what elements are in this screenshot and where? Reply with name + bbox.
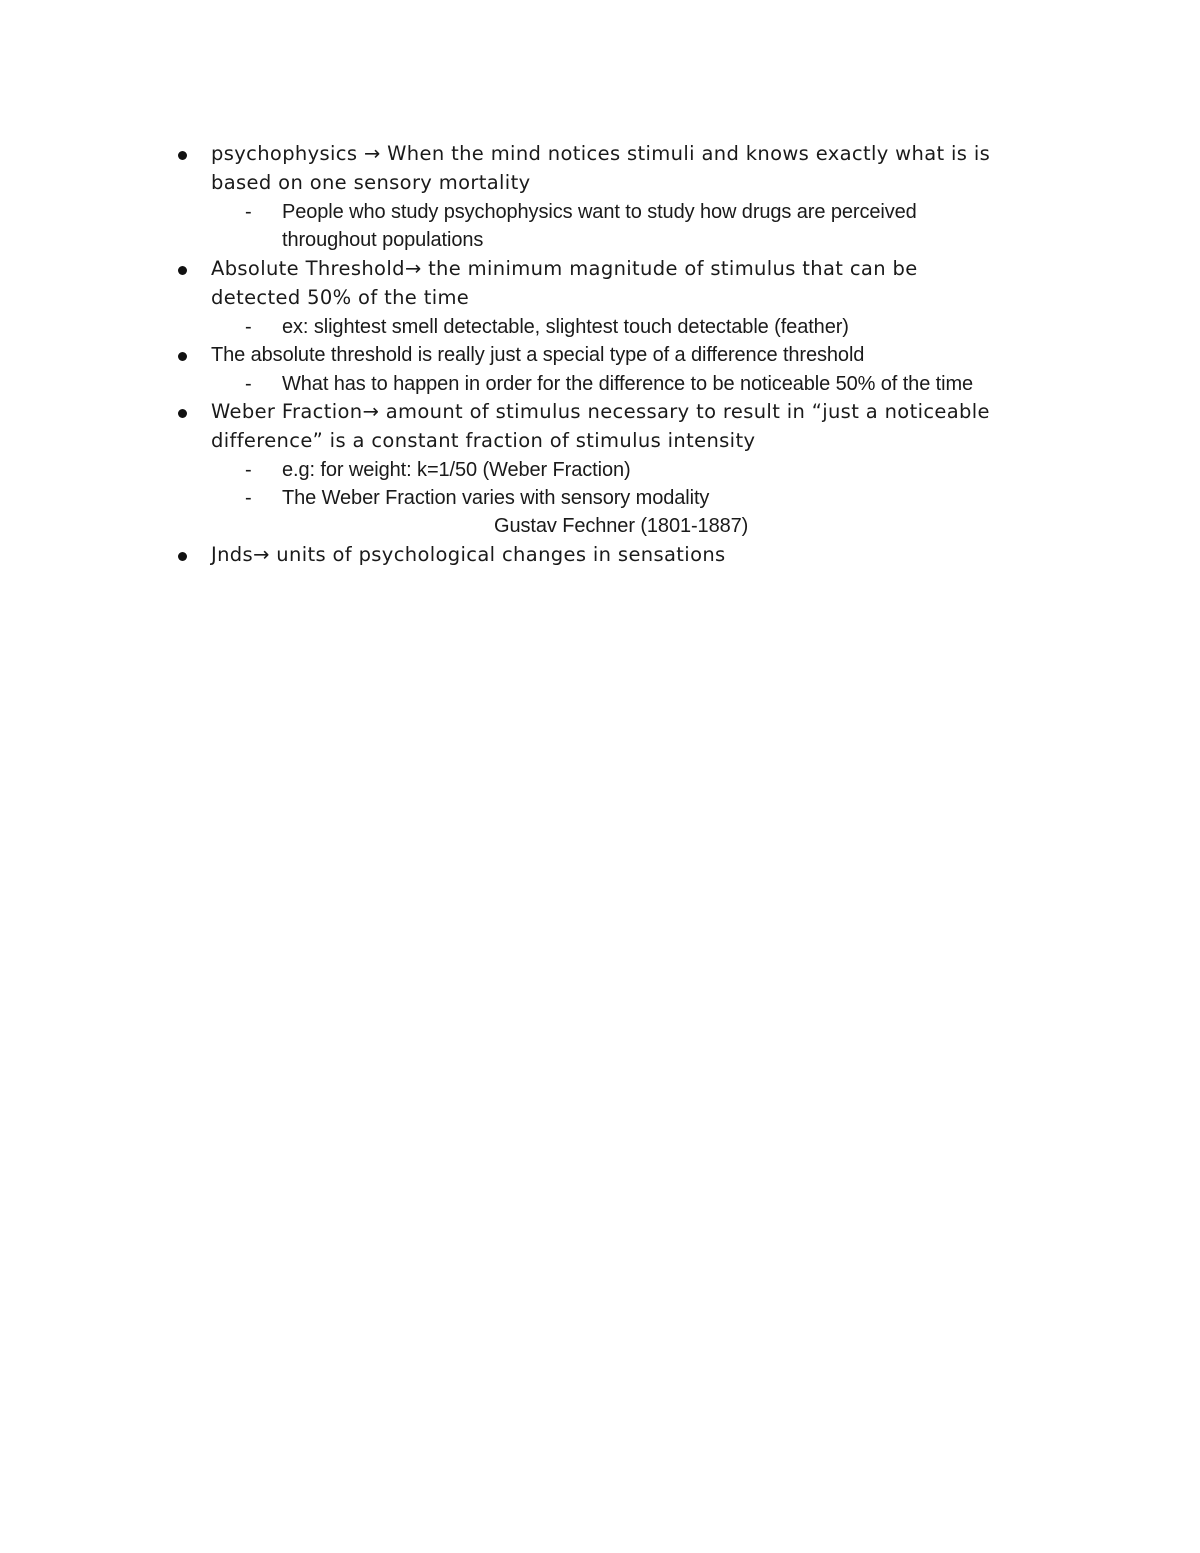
dash-marker: -	[245, 373, 252, 395]
dash-marker: -	[245, 487, 252, 509]
bullet-icon	[178, 409, 187, 418]
sub-item-text: What has to happen in order for the difference to be noticeable 50% of the time	[282, 373, 974, 395]
centered-note: Gustav Fechner (1801-1887)	[494, 515, 749, 537]
list-item-text: The absolute threshold is really just a special type of a difference threshold	[211, 344, 865, 366]
sub-item-text-continued: throughout populations	[282, 229, 484, 251]
bullet-icon	[178, 151, 187, 160]
sub-item-text: e.g: for weight: k=1/50 (Weber Fraction)	[282, 459, 631, 481]
list-item-text-continued: based on one sensory mortality	[211, 171, 531, 194]
bullet-icon	[178, 552, 187, 561]
sub-item-text: ex: slightest smell detectable, slightest touch detectable (feather)	[282, 316, 849, 338]
bullet-icon	[178, 266, 187, 275]
list-item-text: Jnds→ units of psychological changes in sensations	[211, 543, 726, 566]
bullet-icon	[178, 352, 187, 361]
dash-marker: -	[245, 316, 252, 338]
sub-item-text: People who study psychophysics want to study how drugs are perceived	[282, 201, 917, 223]
list-item-text: Absolute Threshold→ the minimum magnitude of stimulus that can be	[211, 257, 918, 280]
list-item-text: Weber Fraction→ amount of stimulus necessary to result in “just a noticeable	[211, 400, 990, 423]
list-item-text-continued: difference” is a constant fraction of stimulus intensity	[211, 429, 756, 452]
list-item-text: psychophysics → When the mind notices stimuli and knows exactly what is is	[211, 142, 991, 165]
dash-marker: -	[245, 459, 252, 481]
list-item-text-continued: detected 50% of the time	[211, 286, 470, 309]
sub-item-text: The Weber Fraction varies with sensory modality	[282, 487, 710, 509]
dash-marker: -	[245, 201, 252, 223]
